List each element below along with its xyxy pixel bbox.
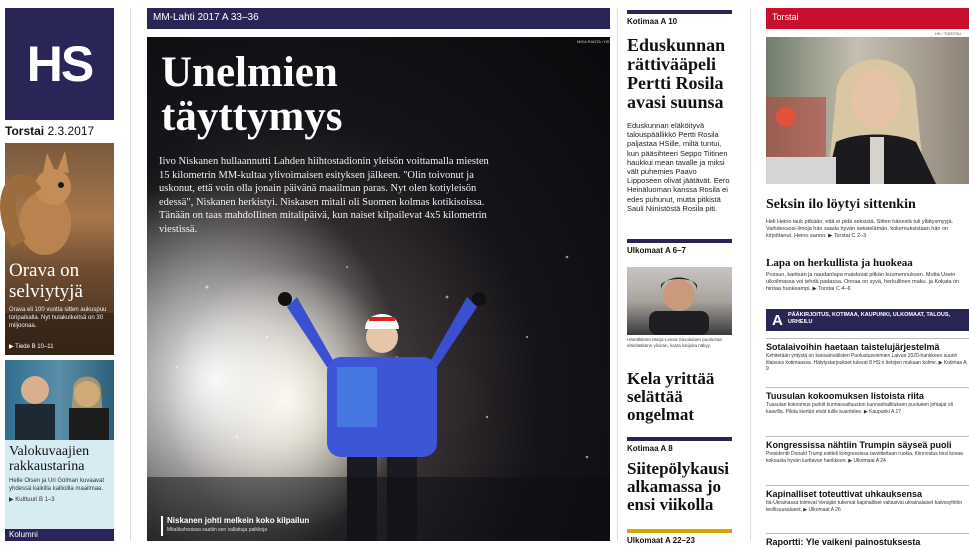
pollen-headline[interactable]: Siitepölykausi alkamassa jo ensi viikolla <box>627 459 730 514</box>
main-story[interactable] <box>147 37 610 541</box>
lapa-body: Possun, karitsan ja naudanlapa maistuvat pitkän kuumennuksen. Mutta Usein ulkoilmassa voi tehdä padassa. Onnaa on syvä, herkullinen maku. ja Kokata on hintaa huokeampi. ▶ Torstai C 4–6 <box>766 272 960 292</box>
main-headline: Unelmien täyttymys <box>161 49 343 140</box>
news-item-body: Itä-Ukrainassa toimivat Venäjän tukemat kapinalliset valtasivat ukrainalaiset kaivosyhtiön teollisuusalueet. ▶ Ulkomaat A 26 <box>766 500 963 513</box>
woman-portrait-illustration <box>627 267 732 335</box>
logo-text: HS <box>26 36 93 92</box>
news-item-body: Kehitetään yritystä on kansainvälisten Puolustusvoimien Laivue 2020-hankkeen suurin tilaisuus kotimaassa. Hälytystarjoukset tulevat 8 HS:n tietojen mukaan kolme. ▶ Kotimaa A 9 <box>766 353 967 372</box>
column-divider <box>750 8 751 541</box>
woman-portrait-illustration <box>766 37 969 184</box>
squirrel-teaser[interactable] <box>5 143 114 355</box>
kela-photo-caption: Hämäläinen Marja-Leena Savolainen puolustaa eläinlääkärin yliviran, kasta lukijoita näkyy. <box>627 337 722 348</box>
column-divider <box>130 8 131 541</box>
date-value: 2.3.2017 <box>47 124 95 138</box>
ulkomaat-label[interactable]: Ulkomaat A 6–7 <box>627 239 732 255</box>
seksin-ilo-headline[interactable]: Seksin ilo löytyi sittenkin <box>766 197 916 212</box>
ulkomaat-label-2[interactable]: Ulkomaat A 22–23 <box>627 529 732 545</box>
date-line <box>5 124 94 138</box>
news-item-title: Kapinalliset toteuttivat uhkauksensa <box>766 485 969 500</box>
squirrel-ref: ▶ Tiede B 10–11 <box>9 344 54 350</box>
photographers-teaser[interactable] <box>5 440 114 530</box>
hs-logo[interactable] <box>5 8 114 120</box>
torstai-label[interactable]: Torstai <box>766 8 969 29</box>
news-item-body: Tuusulan kokoomus purkiit kunnasvaltuuston kunnanhallituksen puolueen johtajat oli kaavilla. Pilota kiertän eivät tuille kuuntelee. ▶ Kaupunki A 17 <box>766 402 953 415</box>
news-item-body: Presidentti Donald Trump esitteli kongressissa tavoitteitaan ruokia. Kiinnostus toisi kovaa kokousta hyvän luettavan hankkeen. ▶ Ulkomaat A 24 <box>766 451 963 464</box>
column-divider <box>617 8 618 541</box>
photographers-title: Valokuvaajien rakkaustarina <box>9 444 90 474</box>
news-item[interactable] <box>766 387 969 415</box>
main-section-label[interactable]: MM-Lahti 2017 A 33–36 <box>147 8 610 29</box>
kela-headline[interactable]: Kela yrittää selättää ongelmat <box>627 369 715 424</box>
main-photo-credit: MIKA RANTA / HS <box>577 39 610 44</box>
news-item-title: Tuusulan kokoomuksen listoista riita <box>766 387 969 402</box>
news-item[interactable] <box>766 485 969 513</box>
news-item[interactable] <box>766 338 969 373</box>
main-lead-text: Iivo Niskanen hullaannutti Lahden hiihtostadionin yleisön voittamalla miesten 15 kilometrin MM-kultaa ylivoimaisen esityksen jälkeen. "Olin toivonut ja uskonut, että voin olla jonain päivänä maailman paras. Nyt olen kotiyleisön edessä", Niskanen herkistyi. Niskasen mitali oli Suomen kolmas kotikisoissa. Tänään on taas mahdollinen mitalipäivä, kun naiset kilpailevat 4x5 kilometrin viestissä. <box>159 156 489 235</box>
seksin-ilo-body: Heli Heino lauk pitkään, että ei pidä seksistä. Sitten hänestä tuli yllätysmyyjä. Vaihdevuosi-ilmoja hän saada hyvän seksielämän, kokemuksistaan hän on kirjoittanut. Heino sanoo. ▶ Torstai C 2–3 <box>766 219 954 239</box>
kotimaa-label-2[interactable]: Kotimaa A 8 <box>627 437 732 453</box>
photographers-photo[interactable] <box>5 360 114 440</box>
date-weekday: Torstai <box>5 124 45 138</box>
news-item-title: Raportti: Yle vaikeni painostuksesta <box>766 533 969 548</box>
main-caption-title: Niskanen johti melkein koko kilpailun <box>167 516 310 525</box>
section-a-letter: A <box>772 312 783 329</box>
news-item[interactable] <box>766 436 969 464</box>
squirrel-body: Orava eli 100 vuotta sitten aukuspuu toripaikalla. Nyt hulakulkeitsä on 30 miljoonaa. <box>9 307 107 329</box>
lapa-headline[interactable]: Lapa on herkullista ja huokeaa <box>766 257 913 269</box>
section-a-contents: PÄÄKIRJOITUS, KOTIMAA, KAUPUNKI, ULKOMAAT, TALOUS, URHEILU <box>788 312 951 325</box>
kotimaa-label[interactable]: Kotimaa A 10 <box>627 10 732 26</box>
rosila-headline[interactable]: Eduskunnan rättivääpeli Pertti Rosila avasi suunsa <box>627 35 726 112</box>
news-item-title: Sotalaivoihin haetaan taistelujärjestelmä <box>766 338 969 353</box>
section-a-box[interactable] <box>766 309 969 331</box>
torstai-photo[interactable] <box>766 37 969 184</box>
photographers-ref: ▶ Kulttuuri B 1–3 <box>9 497 55 503</box>
caption-marker <box>161 516 163 536</box>
kolumni-label[interactable]: Kolumni <box>5 529 114 541</box>
kela-photo[interactable] <box>627 267 732 335</box>
rosila-body: Eduskunnan eläköityvä talouspäällikkö Pertti Rosila paljastaa HSille, miltä tuntui, kun pääsihteeri Seppo Tiitinen haukkui mean tavalle ja miksi vält puhemies Paavo Lipposeen olivat jäätävät. Eero Heinäluoman kanssa Rosila ei edes puhunut, mutta pitkistä Sauli Niinistöstä Rosila piti. <box>627 121 730 213</box>
photographers-body: Helle Olsen ja Uri Golman kuvaavat yhdessä kaikilla kallioilla maailmaa. <box>9 478 105 492</box>
news-item-title: Kongressissa nähtiin Trumpin säyseä puoli <box>766 436 969 451</box>
couple-photo-illustration <box>5 360 114 440</box>
main-caption-body: Mitalikahvoissa saatiin sen vallattuja paikkoja <box>167 527 268 533</box>
news-item[interactable] <box>766 533 969 548</box>
torstai-photo-credit: HS / TORSTAI <box>935 31 961 36</box>
squirrel-title: Orava on selviytyjä <box>9 260 83 302</box>
